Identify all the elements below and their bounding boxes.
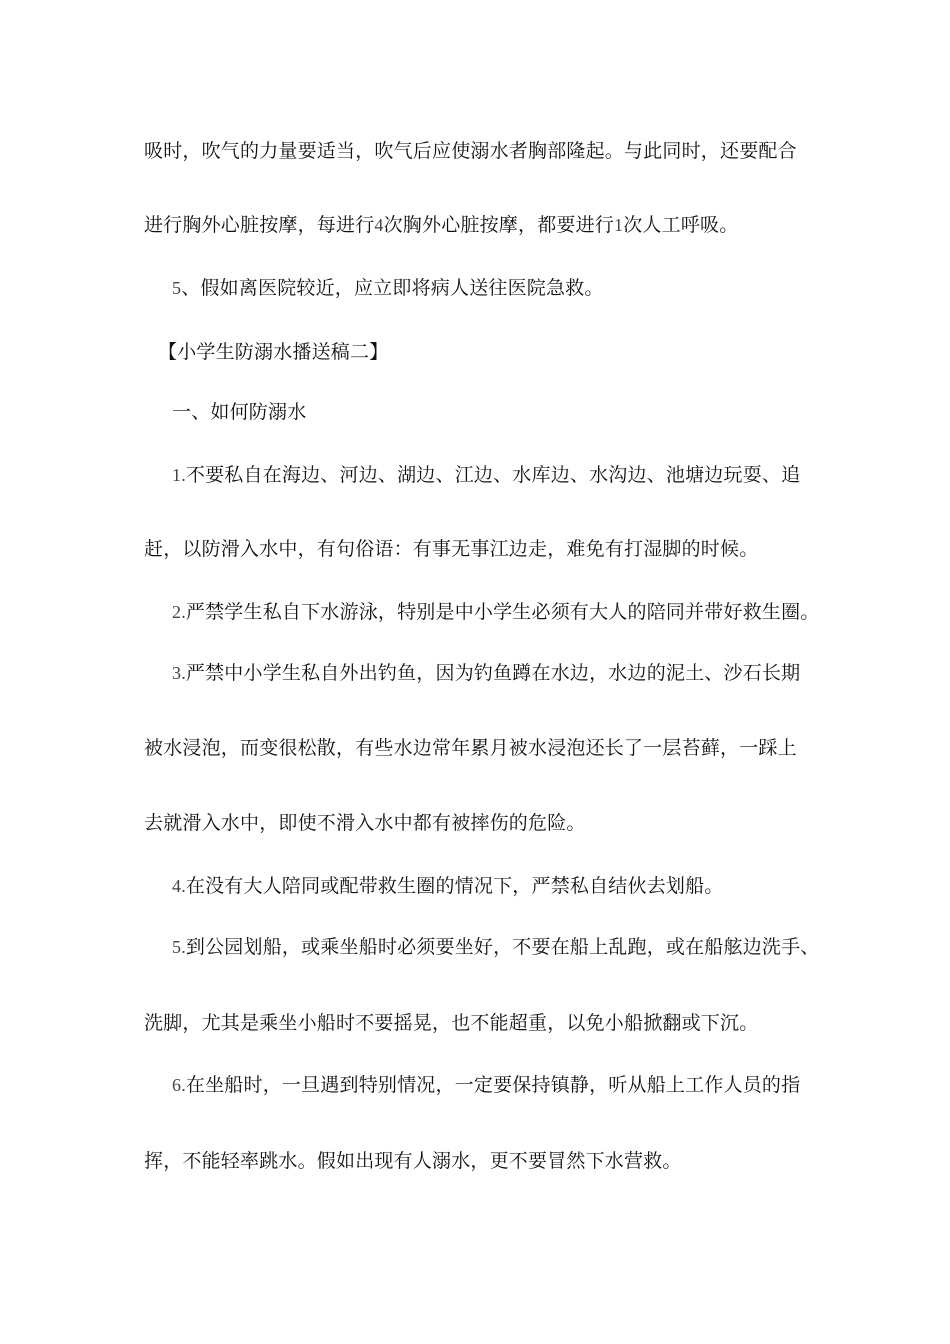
list-item-5b: [172, 935, 820, 959]
list-number: 4.: [172, 876, 186, 896]
subsection-title: [172, 400, 306, 424]
line-text: 被水浸泡，而变很松散，有些水边常年累月被水浸泡还长了一层苔藓，一踩上: [144, 737, 797, 759]
list-item-4: [172, 874, 724, 898]
paragraph-line-2: [144, 213, 738, 237]
list-number: 5.: [172, 937, 186, 957]
list-text: 在没有大人陪同或配带救生圈的情况下，严禁私自结伙去划船。: [185, 875, 724, 897]
list-item-5: [172, 276, 604, 300]
line-text: 去就滑入水中，即使不滑入水中都有被摔伤的危险。: [144, 812, 586, 834]
paragraph-line-1: [144, 139, 797, 163]
line-number-value-2: 1: [614, 215, 624, 235]
paragraph-line-continued: [144, 811, 586, 835]
line-number-value: 4: [374, 215, 384, 235]
list-text: 在坐船时，一旦遇到特别情况，一定要保持镇静，听从船上工作人员的指: [185, 1074, 801, 1096]
section-title-text: 【小学生防溺水播送稿二】: [158, 341, 389, 363]
list-number: 5: [172, 278, 182, 298]
paragraph-line-continued: [144, 1149, 682, 1173]
line-text-middle: 次胸外心脏按摩，都要进行: [383, 214, 615, 236]
list-text: 严禁学生私自下水游泳，特别是中小学生必须有大人的陪同并带好救生圈。: [185, 601, 820, 623]
paragraph-line-continued: [144, 736, 797, 760]
line-text: 挥，不能轻率跳水。假如出现有人溺水，更不要冒然下水营救。: [144, 1150, 682, 1172]
line-text-suffix: 次人工呼吸。: [623, 214, 739, 236]
list-number: 3.: [172, 663, 186, 683]
paragraph-line-continued: [144, 1011, 758, 1035]
list-item-2: [172, 600, 820, 624]
list-item-6: [172, 1073, 800, 1097]
line-text: 洗脚，尤其是乘坐小船时不要摇晃，也不能超重，以免小船掀翻或下沉。: [144, 1012, 759, 1034]
list-number: 6.: [172, 1075, 186, 1095]
list-text: 不要私自在海边、河边、湖边、江边、水库边、水沟边、池塘边玩耍、追: [185, 464, 801, 486]
list-text: 、假如离医院较近，应立即将病人送往医院急救。: [181, 277, 604, 299]
section-title: [158, 340, 388, 364]
line-text-prefix: 进行胸外心脏按摩，每进行: [144, 214, 375, 236]
list-number: 1.: [172, 465, 186, 485]
list-item-3: [172, 661, 800, 685]
list-text: 到公园划船，或乘坐船时必须要坐好，不要在船上乱跑，或在船舷边洗手、: [185, 936, 820, 958]
list-item-1: [172, 463, 800, 487]
line-text: 吸时，吹气的力量要适当，吹气后应使溺水者胸部隆起。与此同时，还要配合: [144, 140, 797, 162]
line-text: 赶，以防滑入水中，有句俗语：有事无事江边走，难免有打湿脚的时候。: [144, 538, 759, 560]
list-text: 严禁中小学生私自外出钓鱼，因为钓鱼蹲在水边，水边的泥土、沙石长期: [185, 662, 801, 684]
paragraph-line-continued: [144, 537, 758, 561]
subsection-title-text: 一、如何防溺水: [172, 401, 307, 423]
list-number: 2.: [172, 602, 186, 622]
